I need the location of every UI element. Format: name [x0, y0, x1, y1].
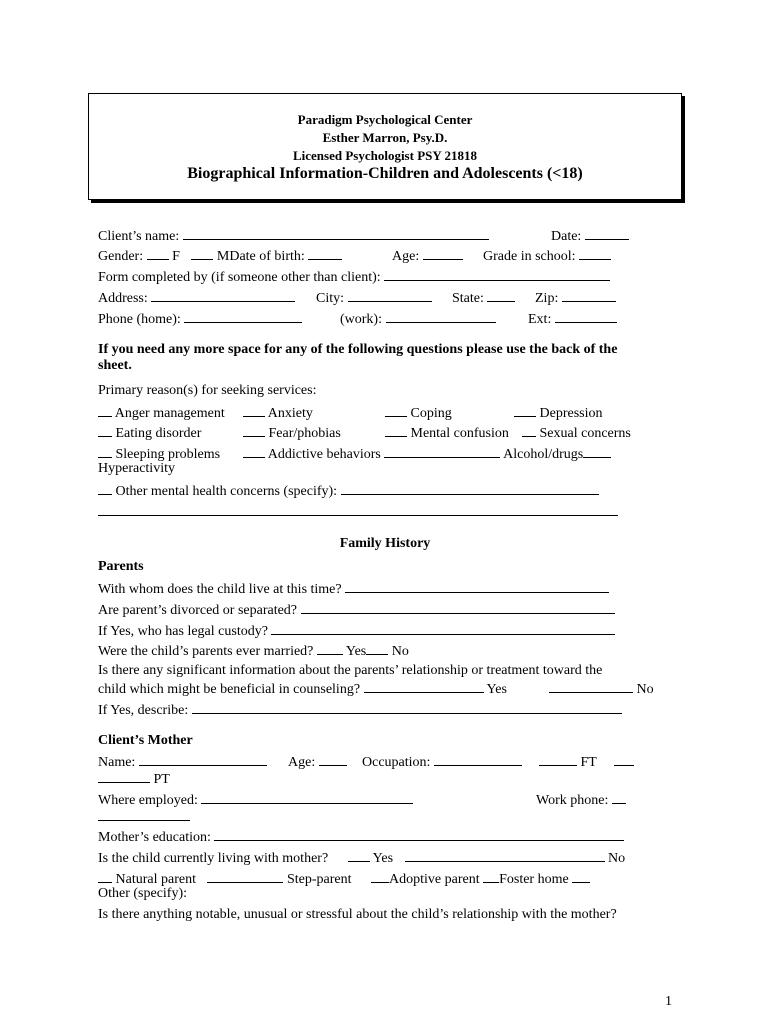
- married-label: Were the child’s parents ever married?: [98, 644, 314, 659]
- mother-education-label: Mother’s education:: [98, 830, 211, 845]
- mother-other-label: Other (specify):: [98, 886, 188, 901]
- city-row: [316, 289, 432, 307]
- mother-pt-field[interactable]: [614, 753, 634, 766]
- reason-hyperactivity-label: Hyperactivity: [98, 461, 175, 476]
- significant-no-field[interactable]: [549, 680, 633, 693]
- reason-other-field[interactable]: [341, 482, 599, 495]
- family-history-heading: Family History: [339, 536, 431, 551]
- reason-depression-check[interactable]: [514, 404, 536, 417]
- completed-by-field[interactable]: [384, 268, 610, 281]
- mother-step-label: Step-parent: [286, 872, 352, 887]
- reason-depression-label: Depression: [539, 406, 603, 421]
- phone-home-label: Phone (home):: [98, 312, 181, 327]
- reason-other-line2[interactable]: [98, 515, 618, 516]
- state-label: State:: [452, 291, 484, 306]
- mother-education-row: [98, 828, 624, 846]
- city-label: City:: [316, 291, 345, 306]
- reason-sexual-check[interactable]: [522, 424, 536, 437]
- significant-no-row: [549, 680, 654, 698]
- married-yes-label: Yes: [345, 644, 367, 659]
- mother-living-label: Is the child currently living with mother?: [98, 851, 329, 866]
- license-line: Licensed Psychologist PSY 21818: [292, 148, 478, 163]
- reason-sexual: [522, 424, 631, 442]
- gender-m-label: M: [216, 249, 230, 264]
- reason-coping-check[interactable]: [385, 404, 407, 417]
- dob-label: Date of birth:: [229, 249, 305, 264]
- reason-sexual-label: Sexual concerns: [539, 426, 631, 441]
- divorced-row: [98, 601, 615, 619]
- mother-work-phone-field[interactable]: [612, 791, 626, 804]
- reason-addictive-label: Addictive behaviors: [267, 447, 381, 462]
- mother-occupation-label: Occupation:: [362, 755, 431, 770]
- married-no-label: No: [391, 644, 409, 659]
- client-name-field[interactable]: [183, 227, 489, 240]
- address-row: [98, 289, 295, 307]
- reason-fear: [243, 424, 341, 442]
- divorced-label: Are parent’s divorced or separated?: [98, 603, 298, 618]
- reason-anxiety-label: Anxiety: [267, 406, 313, 421]
- address-label: Address:: [98, 291, 148, 306]
- reason-alcohol-check[interactable]: [583, 445, 611, 458]
- zip-field[interactable]: [562, 289, 616, 302]
- mother-pt-top: [614, 753, 634, 771]
- significant-line2: child which might be beneficial in counseling?: [98, 682, 361, 697]
- mother-living-no-label: No: [608, 851, 626, 866]
- reason-anxiety-check[interactable]: [243, 404, 265, 417]
- mother-occupation-row: [362, 753, 522, 771]
- reason-sleeping-check[interactable]: [98, 445, 112, 458]
- mother-pt-row: [98, 770, 170, 788]
- married-yes-field[interactable]: [317, 642, 343, 655]
- age-row: [392, 247, 463, 265]
- page-number: 1: [665, 994, 672, 1009]
- mother-ft-label: FT: [580, 755, 597, 770]
- mother-notable-question: Is there anything notable, unusual or stressful about the child’s relationship with the mother?: [98, 907, 617, 922]
- grade-field[interactable]: [579, 247, 611, 260]
- describe-field[interactable]: [192, 701, 622, 714]
- reason-anger-label: Anger management: [114, 406, 225, 421]
- custody-row: [98, 622, 615, 640]
- mother-education-field[interactable]: [214, 828, 624, 841]
- mother-work-phone-label: Work phone:: [536, 793, 609, 808]
- ext-row: [528, 310, 617, 328]
- mother-employed-label: Where employed:: [98, 793, 198, 808]
- reason-alcohol-label: Alcohol/drugs: [503, 447, 584, 462]
- mother-pt-label: PT: [153, 772, 170, 787]
- live-with-label: With whom does the child live at this time?: [98, 582, 342, 597]
- reason-anger-check[interactable]: [98, 404, 112, 417]
- live-with-row: [98, 580, 609, 598]
- header-box: [88, 93, 682, 200]
- completed-by-row: [98, 268, 610, 286]
- gender-row: [98, 247, 342, 265]
- dob-field[interactable]: [308, 247, 342, 260]
- mother-foster-check[interactable]: [483, 870, 499, 883]
- work-field[interactable]: [386, 310, 496, 323]
- custody-label: If Yes, who has legal custody?: [98, 624, 268, 639]
- significant-row: [98, 680, 507, 698]
- mother-work-phone-row: [536, 791, 626, 809]
- custody-field[interactable]: [271, 622, 615, 635]
- mother-living-no-field[interactable]: [405, 849, 605, 862]
- zip-row: [535, 289, 616, 307]
- married-no-field[interactable]: [366, 642, 388, 655]
- zip-label: Zip:: [535, 291, 559, 306]
- reason-eating-check[interactable]: [98, 424, 112, 437]
- mother-employed-row: [98, 791, 413, 809]
- reason-coping: [385, 404, 452, 422]
- reason-addictive: [243, 445, 611, 463]
- reason-eating-label: Eating disorder: [115, 426, 202, 441]
- mother-adoptive-check[interactable]: [371, 870, 389, 883]
- work-label: (work):: [340, 312, 382, 327]
- mother-ft-row: [539, 753, 597, 771]
- mother-occupation-field[interactable]: [434, 753, 522, 766]
- mother-ft-field[interactable]: [539, 753, 577, 766]
- reasons-heading: Primary reason(s) for seeking services:: [98, 383, 317, 398]
- ext-label: Ext:: [528, 312, 552, 327]
- gender-label: Gender:: [98, 249, 144, 264]
- gender-f-field[interactable]: [147, 247, 169, 260]
- date-label: Date:: [551, 229, 582, 244]
- mother-natural-check[interactable]: [98, 870, 112, 883]
- mother-age-label: Age:: [288, 755, 316, 770]
- reason-anxiety: [243, 404, 313, 422]
- reason-other: [98, 482, 599, 500]
- describe-row: [98, 701, 622, 719]
- completed-by-label: Form completed by (if someone other than client):: [98, 270, 381, 285]
- reason-fear-label: Fear/phobias: [268, 426, 341, 441]
- mother-living-yes-label: Yes: [372, 851, 394, 866]
- mother-living-yes-field[interactable]: [348, 849, 370, 862]
- date-row: [551, 227, 629, 245]
- date-field[interactable]: [585, 227, 629, 240]
- mother-name-field[interactable]: [139, 753, 267, 766]
- married-row: [98, 642, 409, 660]
- mother-pt-field-2[interactable]: [98, 770, 150, 783]
- mother-step-check[interactable]: [207, 870, 283, 883]
- mother-age-row: [288, 753, 347, 771]
- mother-adoptive-label: Adoptive parent: [389, 872, 480, 887]
- phone-home-row: [98, 310, 302, 328]
- mother-living-row: [98, 849, 625, 867]
- reason-addictive-check[interactable]: [243, 445, 265, 458]
- mother-foster-label: Foster home: [499, 872, 569, 887]
- significant-yes-label: Yes: [486, 682, 507, 697]
- state-field[interactable]: [487, 289, 515, 302]
- doctor-name: Esther Marron, Psy.D.: [322, 130, 448, 145]
- org-name: Paradigm Psychological Center: [297, 112, 473, 127]
- reason-depression: [514, 404, 603, 422]
- reason-sleeping-label: Sleeping problems: [115, 447, 221, 462]
- work-row: [340, 310, 496, 328]
- grade-row: [483, 247, 611, 265]
- reason-coping-label: Coping: [410, 406, 452, 421]
- address-field[interactable]: [151, 289, 295, 302]
- city-field[interactable]: [348, 289, 432, 302]
- reason-anger: [98, 404, 225, 422]
- mother-natural-label: Natural parent: [115, 872, 196, 887]
- mother-name-row: [98, 753, 267, 771]
- live-with-field[interactable]: [345, 580, 609, 593]
- phone-home-field[interactable]: [184, 310, 302, 323]
- mother-other-check[interactable]: [572, 870, 590, 883]
- reason-other-check[interactable]: [98, 482, 112, 495]
- reason-eating: [98, 424, 201, 442]
- reason-hyperactivity-check[interactable]: [384, 445, 500, 458]
- reason-confusion-check[interactable]: [385, 424, 407, 437]
- significant-line1: Is there any significant information about the parents’ relationship or treatment toward the: [98, 663, 603, 678]
- significant-no-label: No: [636, 682, 654, 697]
- gender-m-field[interactable]: [191, 247, 213, 260]
- instructions-line1: If you need any more space for any of the following questions please use the back of the: [98, 342, 618, 357]
- age-label: Age:: [392, 249, 420, 264]
- mother-heading: Client’s Mother: [98, 733, 193, 748]
- form-title: Biographical Information-Children and Adolescents (<18): [187, 165, 583, 182]
- reason-other-label: Other mental health concerns (specify):: [115, 484, 338, 499]
- mother-work-phone-line2[interactable]: [98, 820, 190, 821]
- mother-age-field[interactable]: [319, 753, 347, 766]
- grade-label: Grade in school:: [483, 249, 576, 264]
- instructions-line2: sheet.: [98, 358, 132, 373]
- ext-field[interactable]: [555, 310, 617, 323]
- reason-confusion-label: Mental confusion: [410, 426, 509, 441]
- gender-f-label: F: [172, 249, 180, 264]
- client-name-label: Client’s name:: [98, 229, 180, 244]
- mother-employed-field[interactable]: [201, 791, 413, 804]
- describe-label: If Yes, describe:: [98, 703, 189, 718]
- reason-confusion: [385, 424, 509, 442]
- state-row: [452, 289, 515, 307]
- significant-yes-field[interactable]: [364, 680, 484, 693]
- mother-name-label: Name:: [98, 755, 136, 770]
- parents-heading: Parents: [98, 559, 144, 574]
- age-field[interactable]: [423, 247, 463, 260]
- client-name-row: [98, 227, 489, 245]
- divorced-field[interactable]: [301, 601, 615, 614]
- reason-fear-check[interactable]: [243, 424, 265, 437]
